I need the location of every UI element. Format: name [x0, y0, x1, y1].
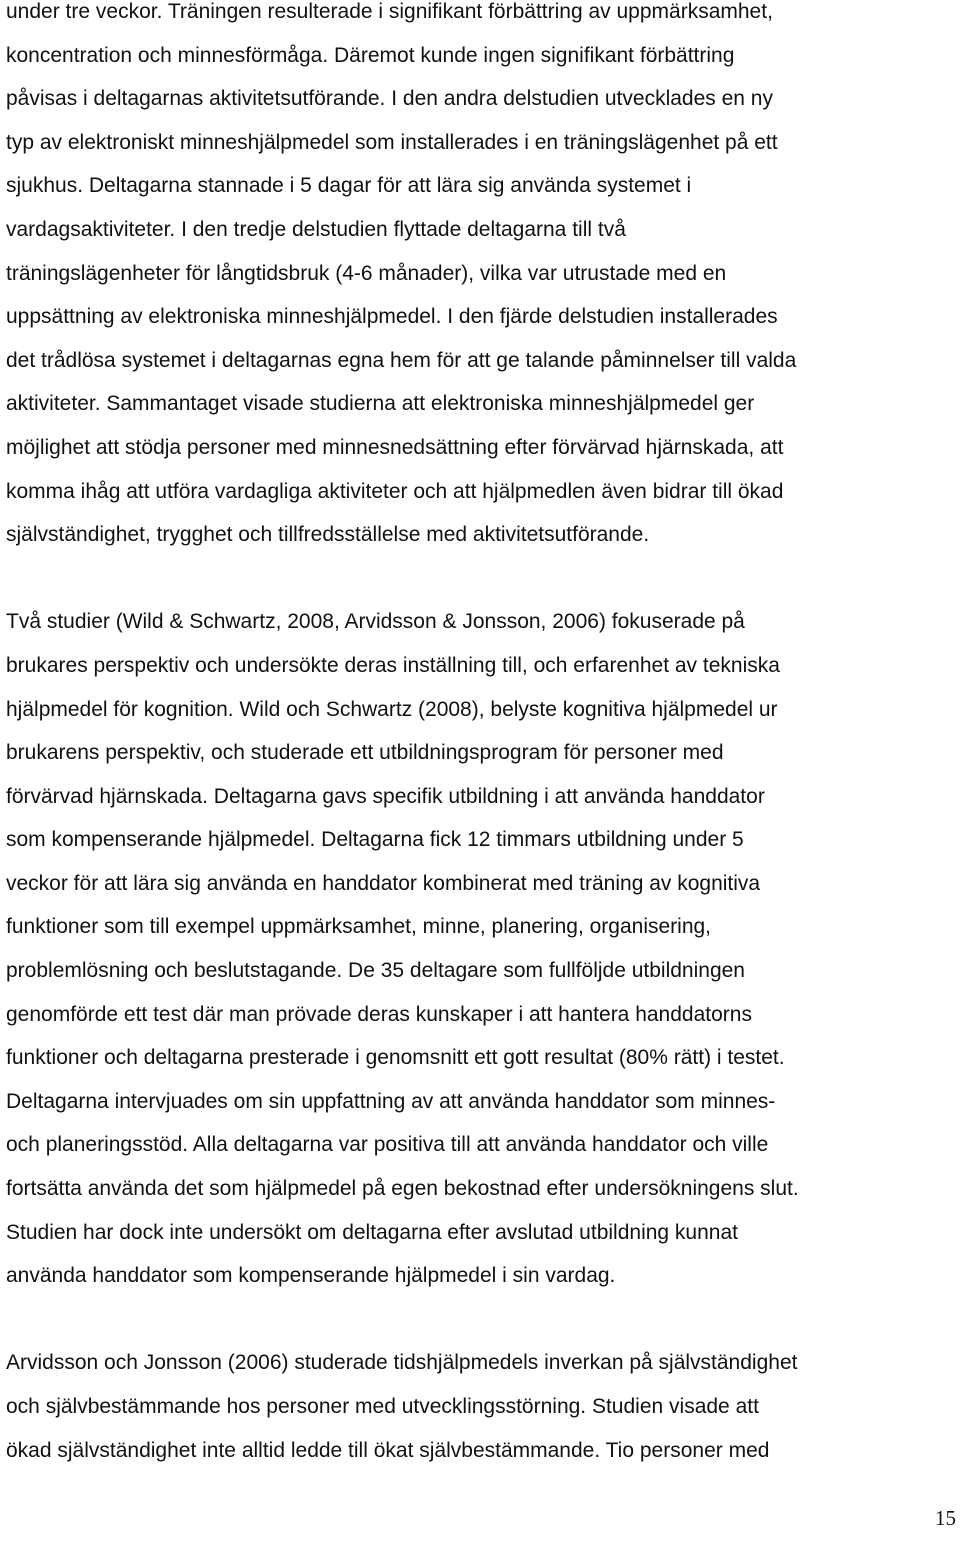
text-line: förvärvad hjärnskada. Deltagarna gavs specifik utbildning i att använda handdator [6, 784, 765, 808]
page-number: 15 [935, 1506, 956, 1530]
text-line: funktioner som till exempel uppmärksamhet, minne, planering, organisering, [6, 915, 712, 939]
text-line: under tre veckor. Träningen resulterade i signifikant förbättring av uppmärksamhet, [6, 0, 773, 23]
text-line: brukarens perspektiv, och studerade ett utbildningsprogram för personer med [6, 741, 724, 765]
text-line: aktiviteter. Sammantaget visade studierna att elektroniska minneshjälpmedel ger [6, 392, 755, 416]
text-line: brukares perspektiv och undersökte deras inställning till, och erfarenhet av tekniska [6, 653, 780, 677]
text-line: påvisas i deltagarnas aktivitetsutförande. I den andra delstudien utvecklades en ny [6, 87, 773, 111]
text-line: träningslägenheter för långtidsbruk (4-6 månader), vilka var utrustade med en [6, 261, 727, 285]
body-text [6, 0, 960, 1472]
text-line: uppsättning av elektroniska minneshjälpmedel. I den fjärde delstudien installerades [6, 305, 778, 329]
text-line: som kompenserande hjälpmedel. Deltagarna fick 12 timmars utbildning under 5 [6, 828, 744, 852]
text-line: Två studier (Wild & Schwartz, 2008, Arvidsson & Jonsson, 2006) fokuserade på [6, 610, 745, 634]
text-line: problemlösning och beslutstagande. De 35 deltagare som fullföljde utbildningen [6, 959, 745, 983]
text-line: Deltagarna intervjuades om sin uppfattning av att använda handdator som minnes- [6, 1089, 776, 1113]
text-line: genomförde ett test där man prövade deras kunskaper i att hantera handdatorns [6, 1002, 752, 1026]
text-line: typ av elektroniskt minneshjälpmedel som installerades i en träningslägenhet på ett [6, 130, 778, 154]
text-line: funktioner och deltagarna presterade i genomsnitt ett gott resultat (80% rätt) i testet. [6, 1046, 785, 1070]
text-line: komma ihåg att utföra vardagliga aktiviteter och att hjälpmedlen även bidrar till ökad [6, 479, 784, 503]
text-line: använda handdator som kompenserande hjälpmedel i sin vardag. [6, 1264, 616, 1288]
text-line: sjukhus. Deltagarna stannade i 5 dagar för att lära sig använda systemet i [6, 174, 692, 198]
text-line: och planeringsstöd. Alla deltagarna var positiva till att använda handdator och ville [6, 1133, 769, 1157]
text-line: möjlighet att stödja personer med minnesnedsättning efter förvärvad hjärnskada, att [6, 435, 784, 459]
text-line: fortsätta använda det som hjälpmedel på egen bekostnad efter undersökningens slut. [6, 1177, 799, 1201]
text-line: Arvidsson och Jonsson (2006) studerade tidshjälpmedels inverkan på självständighet [6, 1351, 798, 1375]
text-line: ökad självständighet inte alltid ledde till ökat självbestämmande. Tio personer med [6, 1438, 770, 1462]
text-line: vardagsaktiviteter. I den tredje delstudien flyttade deltagarna till två [6, 217, 626, 241]
paragraph-3 [6, 1341, 960, 1472]
paragraph-2 [6, 600, 960, 1298]
text-line: hjälpmedel för kognition. Wild och Schwartz (2008), belyste kognitiva hjälpmedel ur [6, 697, 778, 721]
text-line: Studien har dock inte undersökt om deltagarna efter avslutad utbildning kunnat [6, 1220, 738, 1244]
text-line: koncentration och minnesförmåga. Däremot kunde ingen signifikant förbättring [6, 43, 735, 67]
text-line: det trådlösa systemet i deltagarnas egna hem för att ge talande påminnelser till valda [6, 348, 797, 372]
text-line: och självbestämmande hos personer med utvecklingsstörning. Studien visade att [6, 1395, 759, 1418]
paragraph-1 [6, 0, 960, 557]
text-line: självständighet, trygghet och tillfredsställelse med aktivitetsutförande. [6, 523, 650, 547]
text-line: veckor för att lära sig använda en handdator kombinerat med träning av kognitiva [6, 871, 761, 895]
